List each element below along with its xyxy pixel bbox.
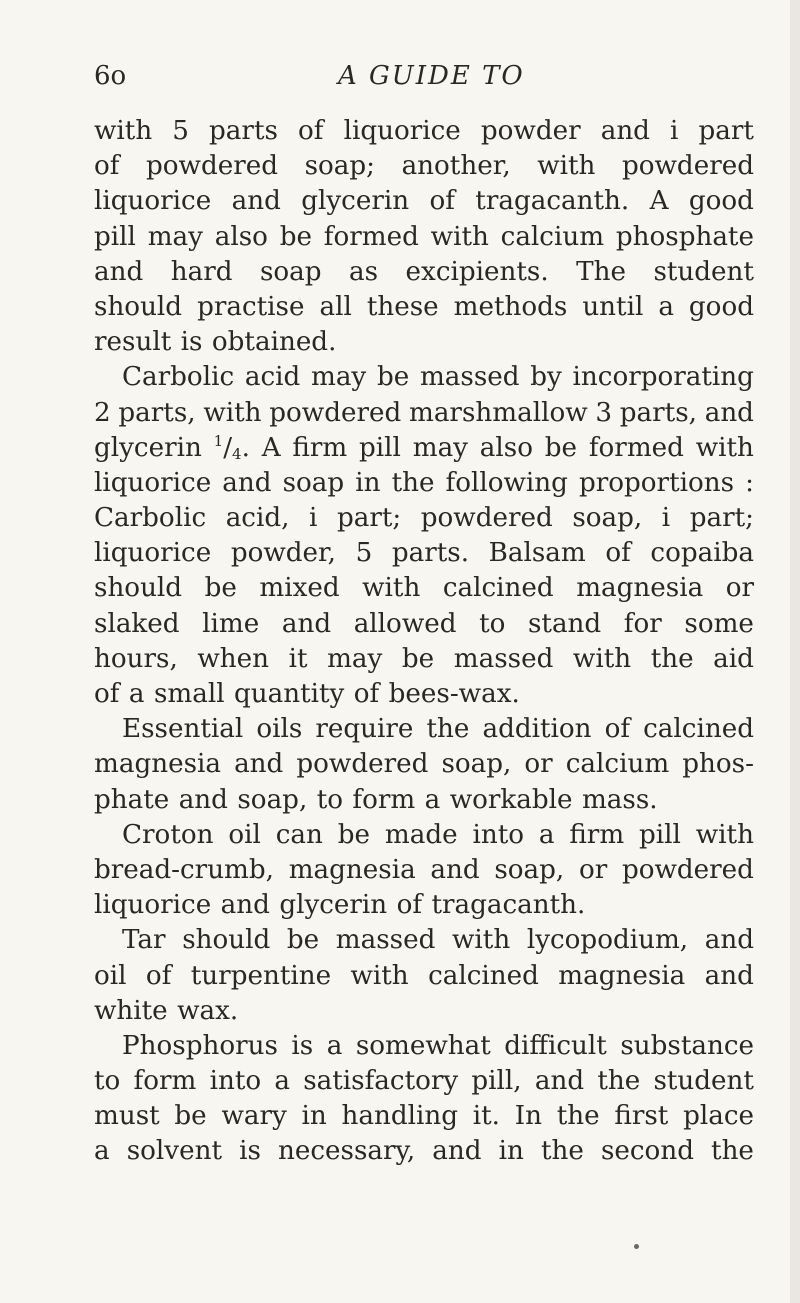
word: with [430,221,489,252]
word: practise [197,291,305,322]
word: of [94,151,120,182]
word: liquorice [343,116,461,146]
text-line [94,747,754,782]
word: of [94,679,120,709]
word: to [479,608,506,639]
word: part; [689,503,754,534]
word: massed [453,643,554,674]
word: : [745,467,754,498]
word: pill [359,432,401,463]
word: and [430,854,480,885]
word: part; [336,503,402,534]
text-line [94,396,754,431]
word: soap; [304,151,375,182]
word: handling [341,1101,459,1132]
word: white [94,995,168,1026]
word: addition [482,714,592,745]
word: a [274,1066,290,1097]
word: as [349,256,379,287]
word: magnesia [576,573,704,604]
word: quantity [234,679,345,709]
word: firm [292,432,348,463]
word: parts [209,116,278,146]
word: can [275,819,323,850]
text-line [94,1134,754,1169]
word: also [479,432,533,463]
word: the [597,1066,641,1097]
word: satisfactory [303,1066,459,1097]
word: powder, [230,538,336,569]
word: with [350,960,409,991]
word: mixed [259,573,340,604]
text-line [94,677,754,712]
text-line [94,959,754,994]
text-line [94,255,754,290]
word: calcined [442,573,554,604]
word: liquorice [94,467,212,498]
word: or [725,573,754,604]
word: be [286,925,320,956]
word: all [319,291,352,322]
word: small [153,679,225,709]
word: some [684,608,754,639]
page-edge-shadow [790,0,800,1303]
word: calcium [500,221,605,252]
word: formed [588,432,684,463]
word: slaked [94,608,180,639]
word: A [649,186,669,217]
word: may [327,643,383,674]
text-line [94,290,754,325]
word: calcined [428,960,539,991]
word: Balsam [488,538,586,569]
word: be [376,362,410,393]
word: should [94,291,183,322]
word: parts, [118,397,196,428]
word: phos- [682,749,754,780]
word: firm [569,819,625,850]
word: powdered [146,151,279,182]
word: of [396,890,423,921]
word: of [605,538,631,569]
text-line [94,888,754,923]
word: powdered [420,503,553,534]
word: i [661,503,671,534]
word: Tar [122,925,166,956]
text-line [94,431,754,466]
running-head [94,58,754,94]
word: A [261,432,281,463]
word: a [94,1136,110,1167]
text-line [94,783,754,818]
word: the [426,714,470,745]
word: powdered [621,151,754,182]
word: until [582,291,644,322]
word: $^1/_4$. [213,431,250,463]
word: solvent [126,1136,222,1167]
word: a [326,1030,343,1061]
word: place [683,1101,754,1132]
page-number: 6o [94,61,127,91]
word: a [424,784,441,815]
word: should [182,925,271,956]
word: wary [221,1101,287,1132]
word: student [653,256,754,287]
word: 5 [172,116,189,146]
word: and [600,116,650,146]
word: it [288,643,308,674]
word: in [498,1136,524,1167]
word: be [401,643,435,674]
word: Carbolic [122,362,235,393]
word: calcium [565,749,670,780]
word: should [94,573,183,604]
word: of [429,186,455,217]
ink-speck [634,1244,639,1249]
word: with [452,925,511,956]
word: 3 [595,397,613,428]
word: workable [449,784,573,815]
text-line [94,1099,754,1134]
word: these [366,291,439,322]
word: or [524,749,553,780]
word: good [688,186,754,217]
word: phosphate [615,221,754,252]
word: proportions [578,467,735,498]
word: may [147,221,203,252]
word: be [279,221,312,252]
word: and [178,784,228,815]
word: incorporating [572,362,754,393]
text-line [94,325,754,360]
word: a [128,679,145,709]
running-title: A GUIDE TO [338,61,525,91]
word: glycerin [301,186,410,217]
word: powder [480,116,581,146]
word: lime [202,608,260,639]
word: The [576,256,626,287]
word: pill [94,221,136,252]
word: and [432,1136,482,1167]
word: good [688,291,754,322]
word: with [572,643,632,674]
word: is [180,327,203,358]
word: hours, [94,643,178,674]
word: liquorice [94,890,212,921]
word: 2 [94,397,111,428]
word: magnesia [558,960,686,991]
word: obtained. [211,327,337,358]
word: necessary, [278,1136,416,1167]
word: to [94,1066,121,1097]
word: is [291,1030,314,1061]
word: soap, [441,749,512,780]
text-line [94,571,754,606]
word: into [472,819,524,850]
word: glycerin [94,432,202,463]
word: and [222,467,272,498]
word: into [209,1066,262,1097]
word: a [538,819,555,850]
word: marshmallow [408,397,588,428]
word: mass. [581,784,658,815]
word: pill, [471,1066,522,1097]
word: of [298,116,324,146]
word: lycopodium, [526,925,689,956]
word: and [94,256,144,287]
word: may [412,432,468,463]
word: second [600,1136,694,1167]
word: a [658,291,674,322]
text-line [94,1029,754,1064]
word: substance [620,1030,754,1061]
word: with [203,397,262,428]
word: 5 [355,538,373,569]
word: difficult [504,1030,607,1061]
word: soap, [237,784,308,815]
word: In [514,1101,542,1132]
word: Essential [122,714,244,745]
word: wax. [177,995,239,1026]
word: be [174,1101,207,1132]
word: and [704,925,754,956]
text-line [94,149,754,184]
word: and [220,890,270,921]
word: and [281,608,332,639]
text-line [94,114,754,149]
word: and [234,749,284,780]
word: the [540,1136,584,1167]
word: another, [401,151,511,182]
word: and [704,397,754,428]
word: soap, [494,854,565,885]
word: form [352,784,416,815]
word: to [316,784,343,815]
word: form [133,1066,197,1097]
word: liquorice [94,186,212,217]
word: soap, [572,503,643,534]
word: of [604,714,631,745]
word: and [704,960,754,991]
word: require [315,714,414,745]
word: be [204,573,237,604]
word: pill [639,819,681,850]
word: the [711,1136,754,1167]
word: formed [323,221,419,252]
word: stand [527,608,602,639]
word: of [353,679,380,709]
word: methods [453,291,568,322]
word: powdered [296,749,429,780]
word: powdered [269,397,402,428]
word: massed [335,925,436,956]
word: acid [244,362,301,393]
text-line [94,607,754,642]
word: turpentine [190,960,332,991]
word: must [94,1101,160,1132]
word: Croton [122,819,214,850]
word: it. [472,1101,501,1132]
word: i [309,503,318,534]
word: with [695,432,754,463]
word: somewhat [355,1030,491,1061]
word: Phosphorus [122,1030,278,1061]
text-line [94,994,754,1029]
word: made [384,819,458,850]
text-line [94,923,754,958]
word: hard [170,256,233,287]
word: magnesia [288,854,416,885]
word: oil [94,960,127,991]
word: with [94,116,153,146]
word: is [239,1136,261,1167]
word: excipients. [405,256,549,287]
word: magnesia [94,749,221,780]
text-line [94,853,754,888]
word: oil [228,819,261,850]
text-line [94,501,754,536]
word: the [556,1101,600,1132]
word: acid, [225,503,290,534]
word: in [301,1101,327,1132]
word: parts, [619,397,697,428]
word: phate [94,784,170,815]
text-line [94,536,754,571]
text-line [94,466,754,501]
word: following [445,467,568,498]
word: student [653,1066,754,1097]
word: copaiba [650,538,754,569]
word: be [337,819,371,850]
word: glycerin [279,890,388,921]
word: Carbolic [94,503,207,534]
text-line [94,184,754,219]
word: of [145,960,172,991]
word: the [391,467,435,498]
word: soap [282,467,345,498]
body-text [94,114,754,1170]
word: and [231,186,281,217]
word: for [623,608,662,639]
word: the [650,643,694,674]
word: tragacanth. [431,890,586,921]
word: with [362,573,421,604]
word: allowed [353,608,457,639]
word: calcined [643,714,754,745]
word: part [698,116,754,146]
word: may [310,362,367,393]
text-line [94,712,754,747]
word: also [214,221,268,252]
word: with [537,151,596,182]
word: with [695,819,754,850]
word: liquorice [94,538,212,569]
word: when [197,643,270,674]
text-line [94,818,754,853]
text-line [94,220,754,255]
text-line [94,1064,754,1099]
word: oils [256,714,303,745]
word: powdered [621,854,754,885]
word: by [530,362,562,393]
word: i [670,116,679,146]
text-line [94,642,754,677]
word: be [544,432,578,463]
word: aid [713,643,754,674]
text-line [94,360,754,395]
word: bees-wax. [388,679,520,709]
word: massed [419,362,520,393]
word: and [534,1066,585,1097]
word: parts. [391,538,470,569]
word: bread-crumb, [94,854,274,885]
word: result [94,327,172,358]
word: first [614,1101,669,1132]
word: in [355,467,381,498]
word: soap [259,256,322,287]
word: tragacanth. [475,186,630,217]
word: or [578,854,608,885]
